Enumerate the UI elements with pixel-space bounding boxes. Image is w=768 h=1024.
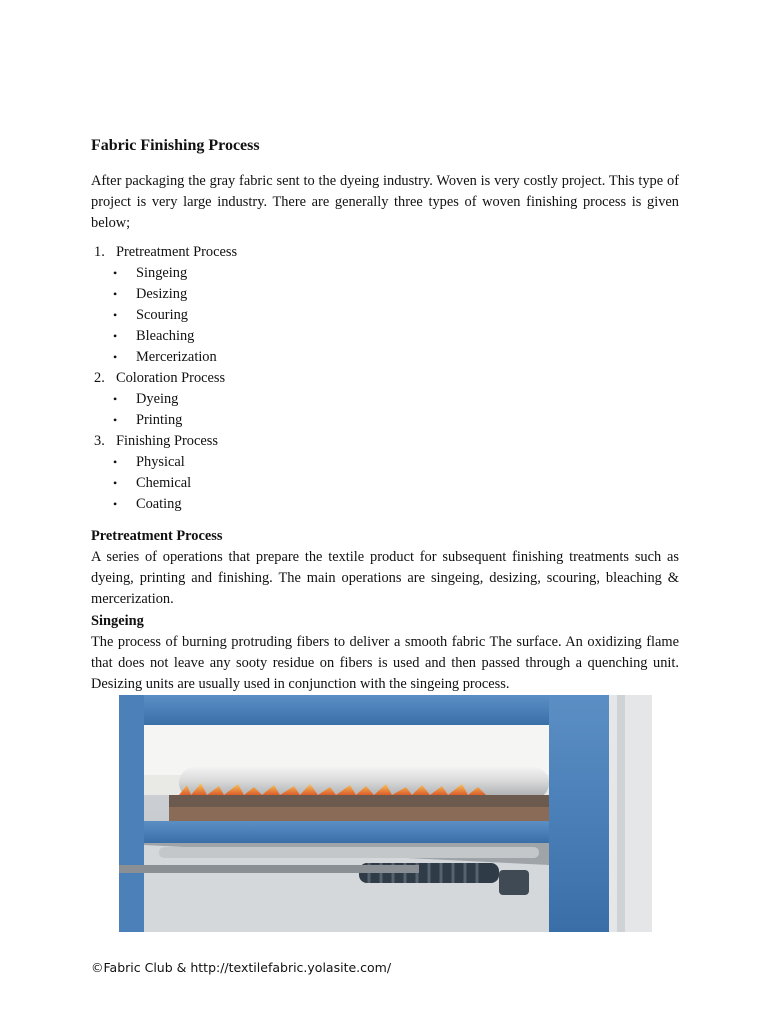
- singeing-machine-photo: [119, 695, 652, 932]
- bullet-icon: •: [113, 392, 118, 406]
- section-heading-singeing: Singeing: [91, 613, 144, 629]
- list-subitem: • Printing: [91, 410, 491, 431]
- list-subitem: • Singeing: [91, 263, 491, 284]
- bullet-icon: •: [113, 413, 118, 427]
- list-subitem: • Chemical: [91, 473, 491, 494]
- list-subitem: • Desizing: [91, 284, 491, 305]
- bullet-icon: •: [113, 308, 118, 322]
- list-label: Coloration Process: [116, 370, 226, 386]
- list-number: 3.: [94, 433, 105, 449]
- bullet-icon: •: [113, 266, 118, 280]
- list-subitem: • Scouring: [91, 305, 491, 326]
- singeing-machine-illustration: [119, 695, 652, 932]
- list-subitem: • Dyeing: [91, 389, 491, 410]
- page-title: Fabric Finishing Process: [91, 137, 260, 154]
- section-body-pretreatment: A series of operations that prepare the textile product for subsequent finishing treatments such as dyeing, printing and finishing. The main operations are singeing, desizing, scouring, bleaching & mercerization.: [91, 549, 679, 607]
- bullet-icon: •: [113, 329, 118, 343]
- list-label: Pretreatment Process: [116, 244, 238, 260]
- process-list: [91, 242, 491, 515]
- bullet-icon: •: [113, 476, 118, 490]
- list-number: 2.: [94, 370, 105, 386]
- bullet-icon: •: [113, 455, 118, 469]
- list-number: 1.: [94, 244, 105, 260]
- bullet-icon: •: [113, 497, 118, 511]
- list-item-3: [91, 431, 491, 452]
- list-item-1: [91, 242, 491, 263]
- list-subitem: • Coating: [91, 494, 491, 515]
- list-item-2: [91, 368, 491, 389]
- footer-copyright: ©Fabric Club & http://textilefabric.yolasite.com/: [91, 960, 392, 975]
- list-subitem: • Mercerization: [91, 347, 491, 368]
- bullet-icon: •: [113, 350, 118, 364]
- list-label: Finishing Process: [116, 433, 218, 449]
- list-subitem: • Physical: [91, 452, 491, 473]
- section-body-singeing: The process of burning protruding fibers to deliver a smooth fabric The surface. An oxidizing flame that does not leave any sooty residue on fibers is used and then passed through a quenching unit. Desizing units are usually used in conjunction with the singeing process.: [91, 634, 679, 692]
- intro-paragraph: After packaging the gray fabric sent to the dyeing industry. Woven is very costly project. This type of project is very large industry. There are generally three types of woven finishing process is given below;: [91, 173, 679, 231]
- bullet-icon: •: [113, 287, 118, 301]
- list-subitem: • Bleaching: [91, 326, 491, 347]
- section-heading-pretreatment: Pretreatment Process: [91, 528, 223, 544]
